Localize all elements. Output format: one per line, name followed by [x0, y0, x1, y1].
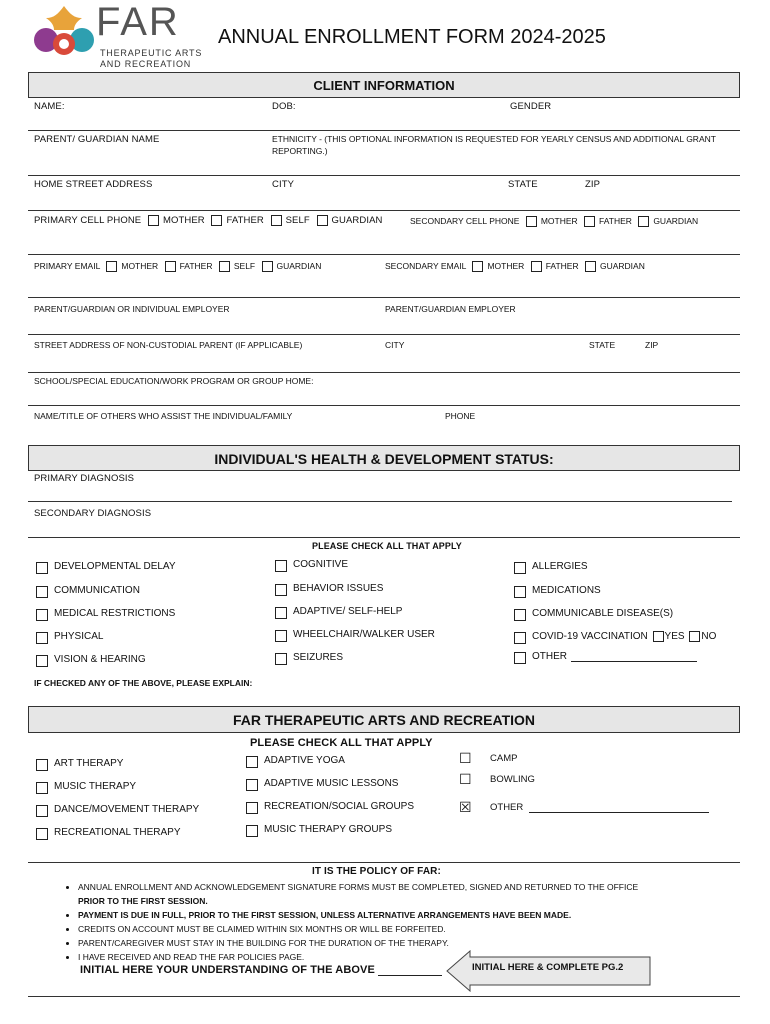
checkbox[interactable] [514, 609, 526, 621]
logo-sub1: THERAPEUTIC ARTS [100, 48, 203, 58]
checkbox[interactable] [271, 215, 282, 226]
checkbox[interactable] [584, 216, 595, 227]
option-label: ADAPTIVE/ SELF-HELP [293, 606, 403, 617]
option-label: FATHER [226, 215, 264, 227]
checkbox[interactable] [262, 261, 273, 272]
checkbox[interactable] [36, 759, 48, 771]
divider [28, 372, 740, 373]
option-label: OTHER [532, 651, 697, 662]
option-label: GUARDIAN [276, 261, 322, 271]
option-label: FATHER [545, 261, 579, 271]
divider [28, 334, 740, 335]
option-label: DANCE/MOVEMENT THERAPY [54, 804, 200, 815]
checkbox[interactable] [246, 756, 258, 768]
section-title: CLIENT INFORMATION [313, 78, 455, 93]
primary-cell-label: PRIMARY CELL PHONE [34, 215, 142, 227]
option-label: COMMUNICABLE DISEASE(S) [532, 608, 674, 619]
divider [28, 175, 740, 176]
secondary-cell-label: SECONDARY CELL PHONE [410, 216, 520, 226]
divider [28, 405, 740, 406]
policy-item [78, 880, 728, 908]
policy-text: PAYMENT IS DUE IN FULL, PRIOR TO THE FIRST SESSION, UNLESS ALTERNATIVE ARRANGEMENTS HAVE BEEN MADE. [78, 910, 572, 920]
option-label: COGNITIVE [293, 559, 349, 570]
option-label: FATHER [599, 216, 632, 226]
home-address-label: HOME STREET ADDRESS [34, 179, 153, 190]
section-title: INDIVIDUAL'S HEALTH & DEVELOPMENT STATUS: [214, 451, 554, 467]
checkbox[interactable] [526, 216, 537, 227]
checkbox[interactable] [275, 653, 287, 665]
option-label: YES [664, 631, 685, 643]
checkbox[interactable] [653, 631, 664, 642]
policy-item [78, 936, 728, 950]
option-label: COMMUNICATION [54, 585, 140, 596]
logo-text: FAR [96, 0, 180, 44]
page-title: ANNUAL ENROLLMENT FORM 2024-2025 [218, 26, 606, 48]
option-label: ADAPTIVE MUSIC LESSONS [264, 778, 399, 789]
checkbox[interactable] [275, 607, 287, 619]
option-label: PHYSICAL [54, 631, 104, 642]
divider [28, 297, 740, 298]
checkbox[interactable] [246, 779, 258, 791]
phone-label: PHONE [445, 411, 476, 421]
divider [28, 996, 740, 997]
secondary-diagnosis-label: SECONDARY DIAGNOSIS [34, 508, 152, 519]
section-title: FAR THERAPEUTIC ARTS AND RECREATION [232, 712, 536, 728]
option-label: RECREATION/SOCIAL GROUPS [264, 801, 415, 812]
checkbox[interactable] [514, 562, 526, 574]
school-label: SCHOOL/SPECIAL EDUCATION/WORK PROGRAM OR GROUP HOME: [34, 376, 314, 386]
noncustodial-label: STREET ADDRESS OF NON-CUSTODIAL PARENT (IF APPLICABLE) [34, 340, 303, 350]
secondary-email-label: SECONDARY EMAIL [385, 261, 467, 271]
checkbox[interactable] [514, 586, 526, 598]
option-label: ALLERGIES [532, 561, 588, 572]
option-label: NO [701, 631, 717, 643]
secondary-cell-row [410, 216, 698, 227]
divider [28, 501, 732, 502]
checkbox[interactable] [36, 828, 48, 840]
checkbox[interactable] [36, 562, 48, 574]
employer-label: PARENT/GUARDIAN OR INDIVIDUAL EMPLOYER [34, 304, 230, 314]
checkbox[interactable] [36, 632, 48, 644]
option-label: CAMP [490, 753, 518, 764]
option-label: MEDICATIONS [532, 585, 601, 596]
primary-diagnosis-label: PRIMARY DIAGNOSIS [34, 473, 135, 484]
checked-checkbox[interactable]: ☒ [459, 799, 472, 815]
state-label-2: STATE [589, 340, 616, 350]
primary-email-row [34, 261, 321, 272]
check-all-label: PLEASE CHECK ALL THAT APPLY [312, 541, 462, 551]
checkbox[interactable] [275, 630, 287, 642]
policy-text-bold: PRIOR TO THE FIRST SESSION. [78, 896, 208, 906]
option-label: GUARDIAN [653, 216, 699, 226]
primary-cell-row [34, 215, 382, 226]
dob-label: DOB: [272, 101, 296, 112]
divider [28, 130, 740, 131]
option-label: GUARDIAN [599, 261, 645, 271]
others-label: NAME/TITLE OF OTHERS WHO ASSIST THE INDIVIDUAL/FAMILY [34, 411, 293, 421]
option-label: SELF [285, 215, 310, 227]
option-label: OTHER [490, 802, 709, 813]
option-label: WHEELCHAIR/WALKER USER [293, 629, 435, 640]
city-label-2: CITY [385, 340, 405, 350]
checkbox[interactable] [148, 215, 159, 226]
checkbox[interactable] [514, 652, 526, 664]
employer2-label: PARENT/GUARDIAN EMPLOYER [385, 304, 516, 314]
secondary-email-row [385, 261, 645, 272]
option-label: ADAPTIVE YOGA [264, 755, 345, 766]
divider [28, 862, 740, 863]
initial-label [80, 964, 442, 976]
checkbox[interactable] [36, 655, 48, 667]
health-header [28, 445, 740, 471]
policy-text: ANNUAL ENROLLMENT AND ACKNOWLEDGEMENT SIGNATURE FORMS MUST BE COMPLETED, SIGNED AND RETURNED TO THE OFFICE [78, 882, 639, 892]
arrow-text: INITIAL HERE & COMPLETE PG.2 [472, 962, 624, 973]
checkbox[interactable] [219, 261, 230, 272]
option-label: BEHAVIOR ISSUES [293, 583, 384, 594]
option-label: COVID-19 VACCINATION YES NO [532, 631, 717, 643]
checkbox[interactable] [275, 560, 287, 572]
logo [32, 0, 212, 70]
client-info-header [28, 72, 740, 98]
checkbox[interactable] [246, 825, 258, 837]
policy-text: PARENT/CAREGIVER MUST STAY IN THE BUILDING FOR THE DURATION OF THE THERAPY. [78, 938, 449, 948]
divider [28, 210, 740, 211]
checkbox[interactable] [472, 261, 483, 272]
checkbox[interactable] [36, 609, 48, 621]
gender-label: GENDER [510, 101, 552, 112]
checkbox[interactable] [531, 261, 542, 272]
option-label: GUARDIAN [331, 215, 383, 227]
option-label: BOWLING [490, 774, 535, 785]
checkbox[interactable]: ☐ [459, 771, 472, 787]
policy-text: I HAVE RECEIVED AND READ THE FAR POLICIES PAGE. [78, 952, 305, 962]
option-label: MOTHER [121, 261, 159, 271]
checkbox[interactable] [36, 805, 48, 817]
far-header [28, 706, 740, 733]
zip-label-2: ZIP [645, 340, 659, 350]
option-label: MOTHER [487, 261, 525, 271]
logo-sub2: AND RECREATION [100, 59, 192, 69]
zip-label: ZIP [585, 179, 601, 190]
checkbox[interactable]: ☐ [459, 750, 472, 766]
policy-text: CREDITS ON ACCOUNT MUST BE CLAIMED WITHIN SIX MONTHS OR WILL BE FORFEITED. [78, 924, 446, 934]
option-label: DEVELOPMENTAL DELAY [54, 561, 176, 572]
other-field[interactable] [529, 803, 709, 813]
state-label: STATE [508, 179, 538, 190]
policy-item [78, 908, 728, 922]
checkbox[interactable] [36, 782, 48, 794]
ethnicity-label: ETHNICITY - (THIS OPTIONAL INFORMATION IS REQUESTED FOR YEARLY CENSUS AND ADDITIONAL GRANT [272, 134, 716, 144]
checkbox[interactable] [106, 261, 117, 272]
policy-heading: IT IS THE POLICY OF FAR: [312, 866, 441, 877]
option-label: ART THERAPY [54, 758, 124, 769]
other-field[interactable] [571, 651, 697, 662]
option-label: RECREATIONAL THERAPY [54, 827, 181, 838]
checkbox[interactable] [246, 802, 258, 814]
option-label: MUSIC THERAPY GROUPS [264, 824, 392, 835]
far-logo-icon [32, 4, 96, 58]
city-label: CITY [272, 179, 295, 190]
checkbox[interactable] [638, 216, 649, 227]
checkbox[interactable] [689, 631, 700, 642]
parent-guardian-label: PARENT/ GUARDIAN NAME [34, 134, 160, 145]
checkbox[interactable] [165, 261, 176, 272]
checkbox[interactable] [36, 586, 48, 598]
checkbox[interactable] [317, 215, 328, 226]
name-label: NAME: [34, 101, 65, 112]
checkbox[interactable] [514, 632, 526, 644]
divider [28, 537, 740, 538]
option-label: SELF [233, 261, 256, 271]
option-label: SEIZURES [293, 652, 344, 663]
checkbox[interactable] [211, 215, 222, 226]
primary-email-label: PRIMARY EMAIL [34, 261, 100, 271]
arrow-callout [446, 950, 652, 992]
option-label: MOTHER [162, 215, 205, 227]
policy-item [78, 922, 728, 936]
option-label: VISION & HEARING [54, 654, 146, 665]
ethnicity-label-2: REPORTING.) [272, 146, 328, 156]
option-label: MOTHER [540, 216, 578, 226]
checkbox[interactable] [585, 261, 596, 272]
explain-label: IF CHECKED ANY OF THE ABOVE, PLEASE EXPLAIN: [34, 678, 253, 688]
initial-field[interactable] [378, 965, 442, 976]
initial-text: INITIAL HERE YOUR UNDERSTANDING OF THE ABOVE [80, 964, 375, 976]
option-label: MUSIC THERAPY [54, 781, 137, 792]
checkbox[interactable] [275, 584, 287, 596]
option-label: MEDICAL RESTRICTIONS [54, 608, 176, 619]
far-check-all-label: PLEASE CHECK ALL THAT APPLY [250, 737, 433, 749]
divider [28, 254, 740, 255]
option-label: FATHER [179, 261, 213, 271]
